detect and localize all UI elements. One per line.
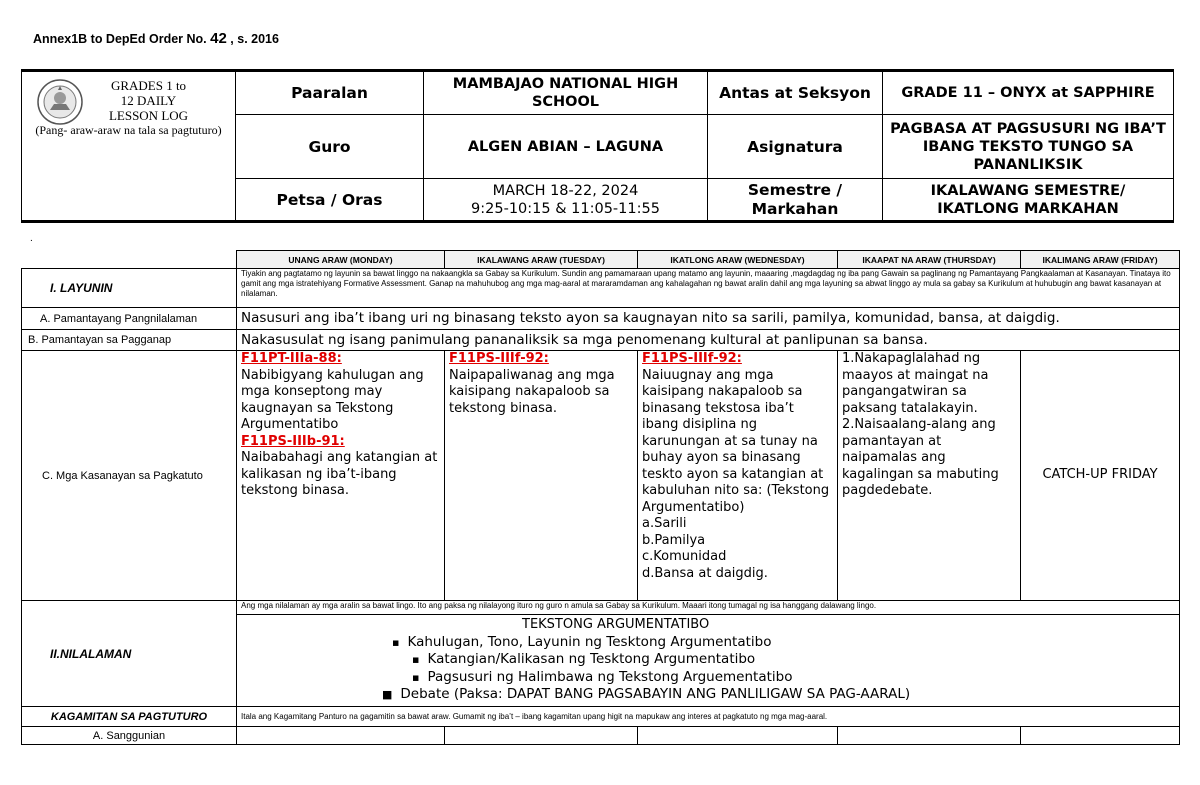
title-line-1: GRADES 1 to — [110, 78, 187, 93]
pangnilalaman-label: A. Pamantayang Pangnilalaman — [22, 308, 237, 330]
annex-reference — [33, 30, 279, 47]
layunin-row — [22, 269, 1180, 308]
header-table — [21, 69, 1174, 223]
sanggunian-tuesday — [445, 727, 638, 745]
semestre-value — [883, 179, 1174, 222]
title-line-3: LESSON LOG — [108, 108, 189, 123]
title-line-2: 12 DAILY — [120, 93, 177, 108]
pagganap-row — [22, 330, 1180, 351]
petsa-time: 9:25-10:15 & 11:05-11:55 — [471, 200, 660, 217]
title-subtitle: (Pang- araw-araw na tala sa pagtuturo) — [35, 123, 222, 137]
competency-code: F11PS-IIIf-92: — [642, 351, 742, 366]
kagamitan-row — [22, 707, 1180, 727]
annex-suffix: , s. 2016 — [230, 32, 279, 46]
list-item: d.Bansa at daigdig. — [642, 565, 768, 581]
kasanayan-label: C. Mga Kasanayan sa Pagkatuto — [22, 351, 237, 601]
list-item: a.Sarili — [642, 516, 687, 531]
annex-number: 42 — [210, 30, 227, 47]
pagganap-label: B. Pamantayan sa Pagganap — [22, 330, 237, 351]
lesson-table — [21, 250, 1180, 745]
semestre-label — [708, 179, 883, 222]
day-monday: UNANG ARAW (MONDAY) — [237, 251, 445, 269]
annex-prefix: Annex1B to DepEd Order No. — [33, 32, 207, 46]
kasanayan-wednesday — [638, 351, 838, 601]
competency-text: Naiuugnay ang mga kaisipang nakapaloob sa binasang tekstosa iba’t ibang disiplina ng karunungan at sa tunay na buhay ayon sa binasang teskto ayon sa katangian at kabuluhan nito sa: (Tekstong Argumentatibo) — [642, 367, 830, 515]
semestre-value-1: IKALAWANG SEMESTRE/ — [930, 182, 1126, 199]
list-item: ▪ Pagsusuri ng Halimbawa ng Tekstong Arguementatibo — [382, 669, 1175, 687]
layunin-note: Tiyakin ang pagtatamo ng layunin sa bawat linggo na nakaangkla sa Gabay sa Kurikulum. Sundin ang pamamaraan upang matamo ang layunin, maaaring ,magdagdag ng iba pang Gawain sa paglinang ng Pamantayang Pangkaalaman at Kasanayan. Tinataya ito gamit ang mga istratehiyang Formative Assessment. Ganap na mahuhubog ang mga mag-aaral at mararamdaman ang kahalagahan ng bawat aralin dahil ang mga layuning sa abwat linggo ay mula sa gabay sa Kurikulum at huhubugin ang bawat kasanayan at nilalaman. — [237, 269, 1180, 308]
petsa-value — [424, 179, 708, 222]
day-wednesday: IKATLONG ARAW (WEDNESDAY) — [638, 251, 838, 269]
petsa-label: Petsa / Oras — [236, 179, 424, 222]
list-item: b.Pamilya — [642, 532, 706, 548]
kasanayan-friday: CATCH-UP FRIDAY — [1021, 351, 1180, 601]
layunin-label: I. LAYUNIN — [22, 269, 237, 308]
sanggunian-thursday — [838, 727, 1021, 745]
competency-code: F11PS-IIIf-92: — [449, 351, 549, 366]
day-friday: IKALIMANG ARAW (FRIDAY) — [1021, 251, 1180, 269]
guro-label: Guro — [236, 115, 424, 179]
competency-code: F11PT-IIIa-88: — [241, 351, 342, 366]
competency-text: Naipapaliwanag ang mga kaisipang nakapaloob sa tekstong binasa. — [449, 367, 615, 416]
semestre-label-2: Markahan — [751, 199, 839, 218]
asignatura-label: Asignatura — [708, 115, 883, 179]
petsa-date: MARCH 18-22, 2024 — [492, 182, 639, 199]
semestre-label-1: Semestre / — [747, 180, 843, 199]
sanggunian-label: A. Sanggunian — [22, 727, 237, 745]
pangnilalaman-value: Nasusuri ang iba’t ibang uri ng binasang teksto ayon sa kaugnayan nito sa sarili, pamilya, komunidad, bansa, at daigdig. — [237, 308, 1180, 330]
competency-text: 2.Naisaalang-alang ang pamantayan at naipamalas ang kagalingan sa mabuting pagdedebate. — [842, 417, 999, 498]
nilalaman-note-row — [22, 601, 1180, 615]
paaralan-label: Paaralan — [236, 71, 424, 115]
day-header-row — [22, 251, 1180, 269]
competency-text: Naibabahagi ang katangian at kalikasan ng iba’t-ibang tekstong binasa. — [241, 450, 438, 498]
sanggunian-monday — [237, 727, 445, 745]
kagamitan-label: KAGAMITAN SA PAGTUTURO — [22, 707, 237, 727]
nilalaman-note: Ang mga nilalaman ay mga aralin sa bawat lingo. Ito ang paksa ng nilalayong ituro ng guro n amula sa Gabay sa Kurikulum. Maaari itong tumagal ng isa hanggang dalawang lingo. — [237, 601, 1180, 615]
asignatura-value: PAGBASA AT PAGSUSURI NG IBA’T IBANG TEKSTO TUNGO SA PANANLIKSIK — [883, 115, 1174, 179]
lesson-log-title — [26, 78, 231, 137]
antas-label: Antas at Seksyon — [708, 71, 883, 115]
day-thursday: IKAAPAT NA ARAW (THURSDAY) — [838, 251, 1021, 269]
nilalaman-list — [382, 634, 1175, 704]
kasanayan-monday — [237, 351, 445, 601]
guro-value: ALGEN ABIAN – LAGUNA — [424, 115, 708, 179]
pagganap-value: Nakasusulat ng isang panimulang pananaliksik sa mga penomenang kultural at panlipunan sa bansa. — [237, 330, 1180, 351]
day-tuesday: IKALAWANG ARAW (TUESDAY) — [445, 251, 638, 269]
competency-text: 1.Nakapaglalahad ng maayos at maingat na pangangatwiran sa paksang tatalakayin. — [842, 351, 989, 416]
sanggunian-wednesday — [638, 727, 838, 745]
semestre-value-2: IKATLONG MARKAHAN — [937, 200, 1119, 217]
logo-cell — [22, 71, 236, 222]
kasanayan-tuesday — [445, 351, 638, 601]
sanggunian-friday — [1021, 727, 1180, 745]
nilalaman-content — [237, 615, 1180, 707]
day-header-blank — [22, 251, 237, 269]
kasanayan-thursday — [838, 351, 1021, 601]
separator-mark: . — [30, 233, 33, 244]
list-item: ▪ Kahulugan, Tono, Layunin ng Tesktong Argumentatibo — [382, 634, 1175, 652]
kasanayan-row — [22, 351, 1180, 601]
sanggunian-row — [22, 727, 1180, 745]
list-item: c.Komunidad — [642, 549, 727, 564]
kagamitan-note: Itala ang Kagamitang Panturo na gagamitin sa bawat araw. Gumamit ng iba’t – ibang kagamitan upang higit na mapukaw ang interes at pagkatuto ng mga mag-aaral. — [237, 707, 1180, 727]
antas-value: GRADE 11 – ONYX at SAPPHIRE — [883, 71, 1174, 115]
paaralan-value: MAMBAJAO NATIONAL HIGH SCHOOL — [424, 71, 708, 115]
pangnilalaman-row — [22, 308, 1180, 330]
list-item: ▪ Katangian/Kalikasan ng Tesktong Argumentatibo — [382, 651, 1175, 669]
nilalaman-label: II.NILALAMAN — [22, 601, 237, 707]
list-item: ■ Debate (Paksa: DAPAT BANG PAGSABAYIN ANG PANLILIGAW SA PAG-AARAL) — [382, 686, 1175, 704]
competency-text: Nabibigyang kahulugan ang mga konseptong may kaugnayan sa Tekstong Argumentatibo — [241, 367, 424, 432]
competency-code: F11PS-IIIb-91: — [241, 433, 345, 449]
nilalaman-title: TEKSTONG ARGUMENTATIBO — [522, 617, 710, 632]
